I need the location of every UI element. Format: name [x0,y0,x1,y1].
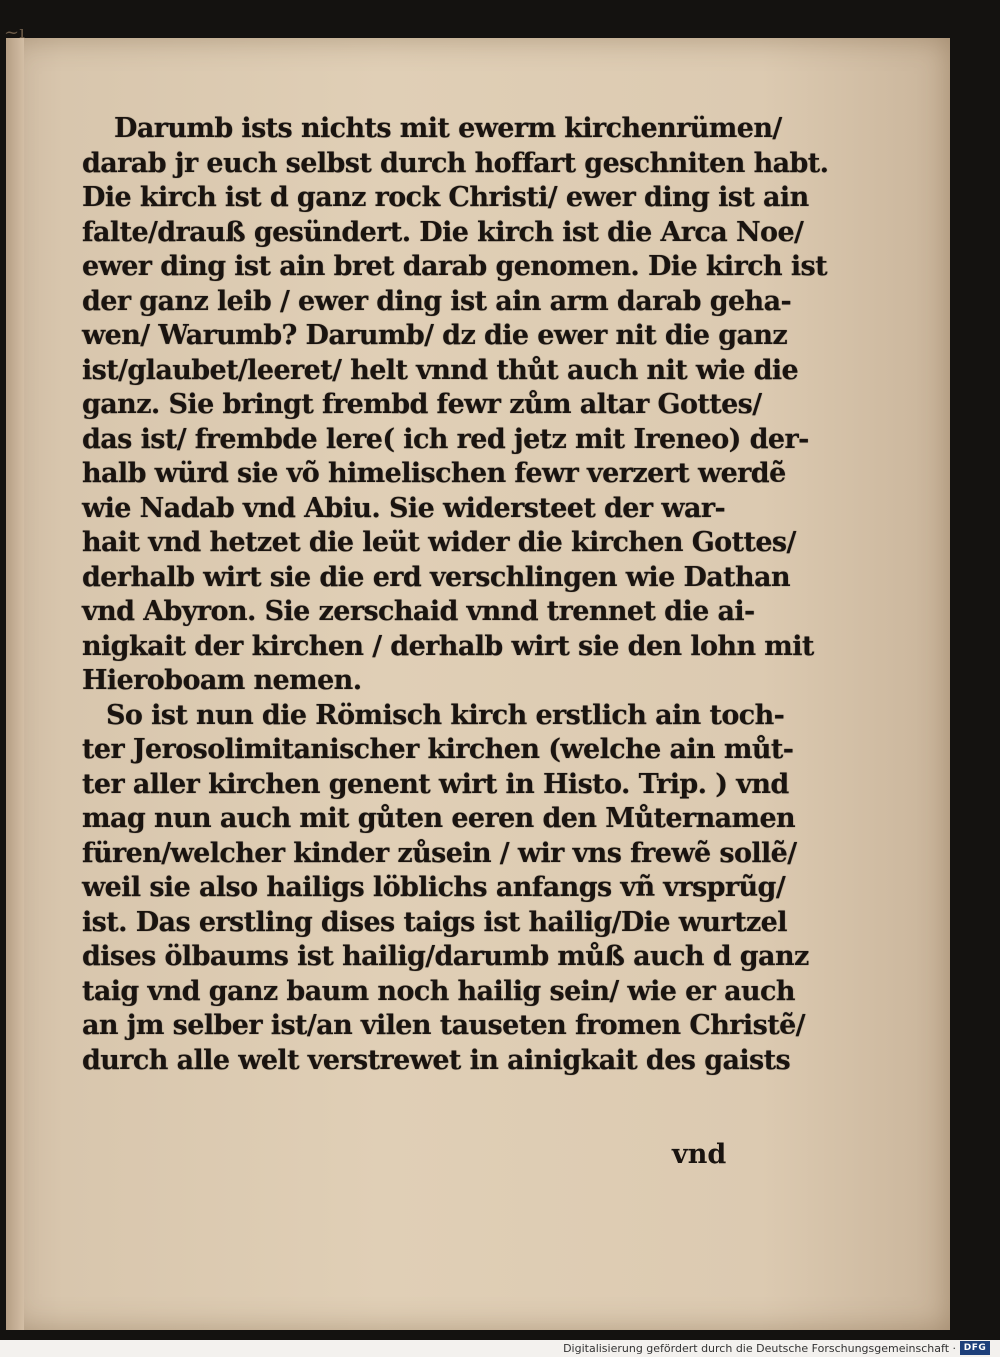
text-line: ter Jerosolimitanischer kirchen (welche ain můt- [82,734,794,765]
text-line: So ist nun die Römisch kirch erstlich ain toch- [106,699,785,731]
text-line: wen/ Warumb? Darumb/ dz die ewer nit die ganz [82,320,788,351]
corner-mark: ~ı [4,22,25,43]
text-line: ter aller kirchen genent wirt in Histo. Trip. ) vnd [82,768,789,800]
text-line: ganz. Sie bringt frembd fewr zům altar Gottes/ [82,389,762,420]
text-line: wie Nadab vnd Abiu. Sie widersteet der war- [82,492,726,524]
text-line: der ganz leib / ewer ding ist ain arm darab geha- [82,285,792,317]
text-line: ewer ding ist ain bret darab genomen. Die kirch ist [82,251,828,282]
text-line: füren/welcher kinder zůsein / wir vns frewẽ sollẽ/ [82,837,797,869]
funding-note: Digitalisierung gefördert durch die Deutsche Forschungsgemeinschaft · [563,1342,956,1355]
text-line: taig vnd ganz baum noch hailig sein/ wie er auch [82,975,795,1007]
text-line: ist. Das erstling dises taigs ist hailig/Die wurtzel [82,906,787,938]
text-line: derhalb wirt sie die erd verschlingen wie Dathan [82,561,790,593]
text-block [82,112,829,1078]
text-line: an jm selber ist/an vilen tauseten fromen Christẽ/ [82,1010,805,1041]
text-line: mag nun auch mit gůten eeren den Můternamen [82,803,796,834]
text-line: dises ölbaums ist hailig/darumb můß auch d ganz [82,941,809,972]
text-line: vnd Abyron. Sie zerschaid vnnd trennet die ai- [82,596,755,627]
text-line: durch alle welt verstrewet in ainigkait des gaists [82,1044,791,1076]
text-line: Darumb ists nichts mit ewerm kirchenrümen/ [114,113,782,144]
text-line: weil sie also hailigs löblichs anfangs vñ vrsprũg/ [82,872,786,903]
text-line: nigkait der kirchen / derhalb wirt sie den lohn mit [82,630,814,662]
text-line: ist/glaubet/leeret/ helt vnnd thůt auch nit wie die [82,354,799,386]
catchword: vnd [672,1139,727,1170]
page-edge [6,38,24,1330]
text-line: halb würd sie võ himelischen fewr verzert werdẽ [82,458,786,489]
text-line: falte/drauß gesündert. Die kirch ist die Arca Noe/ [82,216,804,248]
text-line: Hieroboam nemen. [82,665,362,696]
text-line: Die kirch ist d ganz rock Christi/ ewer ding ist ain [82,182,809,213]
dfg-logo: DFG [960,1341,990,1355]
text-line: das ist/ frembde lere( ich red jetz mit Ireneo) der- [82,423,809,455]
text-line: darab jr euch selbst durch hoffart geschniten habt. [82,147,829,179]
text-line: hait vnd hetzet die leüt wider die kirchen Gottes/ [82,527,796,558]
